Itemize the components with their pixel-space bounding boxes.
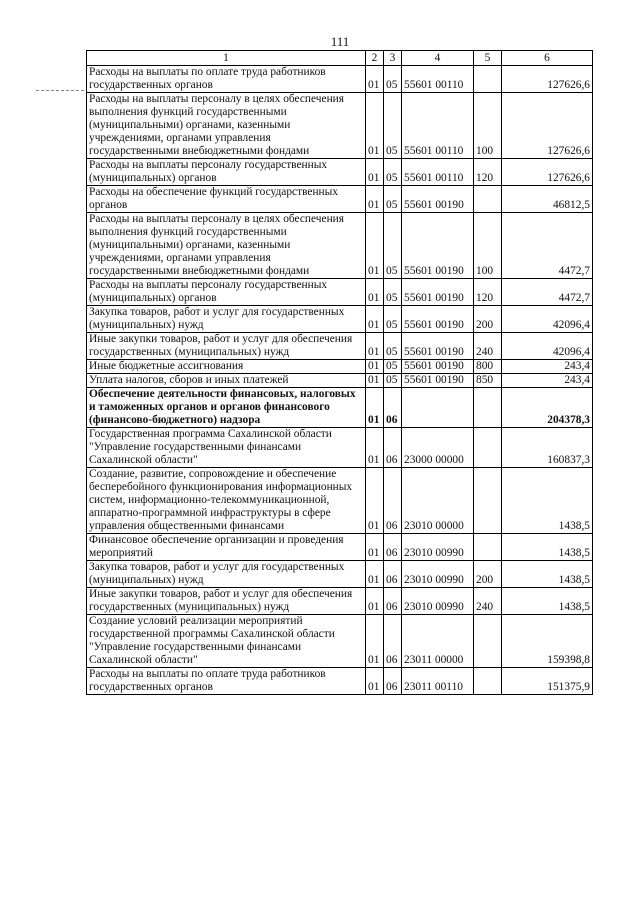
amount-cell: 4472,7 [502,213,593,279]
expense-name-cell: Закупка товаров, работ и услуг для государственных (муниципальных) нужд [87,561,366,588]
expense-type-cell: 100 [474,213,502,279]
expense-type-cell [474,668,502,695]
table-row [87,428,593,468]
table-row [87,186,593,213]
table-row [87,668,593,695]
expense-type-cell: 200 [474,306,502,333]
target-article-cell: 23000 00000 [402,428,474,468]
target-article-cell: 55601 00110 [402,159,474,186]
subsection-code-cell: 06 [384,428,402,468]
subsection-code-cell: 06 [384,534,402,561]
subsection-code-cell: 05 [384,279,402,306]
amount-cell: 204378,3 [502,388,593,428]
target-article-cell: 23010 00990 [402,534,474,561]
column-header: 6 [502,51,593,66]
section-code-cell: 01 [366,306,384,333]
table-row [87,388,593,428]
table-row [87,468,593,534]
expense-type-cell [474,615,502,668]
section-code-cell: 01 [366,159,384,186]
expense-type-cell [474,534,502,561]
column-header: 5 [474,51,502,66]
target-article-cell: 55601 00190 [402,279,474,306]
expense-name-cell: Расходы на выплаты персоналу в целях обеспечения выполнения функций государственными (муниципальными) органами, казенными учреждениями, органами управления государственными внебюджетными фондами [87,93,366,159]
expense-name-cell: Расходы на выплаты персоналу государственных (муниципальных) органов [87,279,366,306]
section-code-cell: 01 [366,360,384,374]
target-article-cell: 23010 00000 [402,468,474,534]
expense-type-cell: 240 [474,333,502,360]
section-code-cell: 01 [366,561,384,588]
subsection-code-cell: 05 [384,159,402,186]
expense-type-cell: 120 [474,279,502,306]
section-code-cell: 01 [366,374,384,388]
target-article-cell: 55601 00190 [402,213,474,279]
target-article-cell: 55601 00110 [402,66,474,93]
expense-name-cell: Расходы на выплаты персоналу в целях обеспечения выполнения функций государственными (муниципальными) органами, казенными учреждениями, органами управления государственными внебюджетными фондами [87,213,366,279]
table-row [87,615,593,668]
expense-name-cell: Уплата налогов, сборов и иных платежей [87,374,366,388]
amount-cell: 42096,4 [502,306,593,333]
amount-cell: 42096,4 [502,333,593,360]
expense-type-cell [474,66,502,93]
target-article-cell: 55601 00190 [402,306,474,333]
subsection-code-cell: 05 [384,213,402,279]
expense-name-cell: Создание, развитие, сопровождение и обеспечение бесперебойного функционирования информационных систем, информационно-телекоммуникационной, аппаратно-программной инфраструктуры в сфере управления общественными финансами [87,468,366,534]
subsection-code-cell: 05 [384,186,402,213]
expense-name-cell: Создание условий реализации мероприятий государственной программы Сахалинской области "Управление государственными финансами Сахалинской области" [87,615,366,668]
amount-cell: 160837,3 [502,428,593,468]
table-row [87,333,593,360]
section-code-cell: 01 [366,93,384,159]
table-row [87,213,593,279]
budget-table [86,50,593,695]
table-row [87,374,593,388]
subsection-code-cell: 05 [384,374,402,388]
table-row [87,588,593,615]
amount-cell: 1438,5 [502,588,593,615]
table-row [87,279,593,306]
subsection-code-cell: 06 [384,468,402,534]
column-header: 3 [384,51,402,66]
subsection-code-cell: 05 [384,93,402,159]
target-article-cell: 55601 00110 [402,93,474,159]
section-code-cell: 01 [366,333,384,360]
target-article-cell: 23010 00990 [402,588,474,615]
section-code-cell: 01 [366,66,384,93]
expense-type-cell: 240 [474,588,502,615]
expense-type-cell [474,468,502,534]
column-header: 1 [87,51,366,66]
amount-cell: 243,4 [502,374,593,388]
amount-cell: 127626,6 [502,66,593,93]
expense-type-cell [474,388,502,428]
section-code-cell: 01 [366,213,384,279]
table-row [87,159,593,186]
table-row [87,93,593,159]
expense-name-cell: Расходы на выплаты по оплате труда работников государственных органов [87,668,366,695]
table-header-row [87,51,593,66]
amount-cell: 46812,5 [502,186,593,213]
subsection-code-cell: 06 [384,388,402,428]
section-code-cell: 01 [366,388,384,428]
amount-cell: 243,4 [502,360,593,374]
section-code-cell: 01 [366,279,384,306]
expense-type-cell: 850 [474,374,502,388]
expense-name-cell: Обеспечение деятельности финансовых, налоговых и таможенных органов и органов финансового (финансово-бюджетного) надзора [87,388,366,428]
expense-name-cell: Закупка товаров, работ и услуг для государственных (муниципальных) нужд [87,306,366,333]
subsection-code-cell: 06 [384,588,402,615]
expense-name-cell: Финансовое обеспечение организации и проведения мероприятий [87,534,366,561]
expense-name-cell: Расходы на выплаты персоналу государственных (муниципальных) органов [87,159,366,186]
subsection-code-cell: 05 [384,66,402,93]
table-row [87,66,593,93]
table-row [87,360,593,374]
table-row [87,561,593,588]
column-header: 4 [402,51,474,66]
section-code-cell: 01 [366,186,384,213]
expense-type-cell: 100 [474,93,502,159]
target-article-cell: 55601 00190 [402,374,474,388]
subsection-code-cell: 06 [384,615,402,668]
column-header: 2 [366,51,384,66]
margin-mark [36,90,84,91]
expense-type-cell: 200 [474,561,502,588]
expense-name-cell: Расходы на обеспечение функций государственных органов [87,186,366,213]
amount-cell: 1438,5 [502,468,593,534]
amount-cell: 159398,8 [502,615,593,668]
expense-type-cell [474,186,502,213]
expense-name-cell: Иные бюджетные ассигнования [87,360,366,374]
section-code-cell: 01 [366,588,384,615]
target-article-cell: 55601 00190 [402,360,474,374]
expense-type-cell [474,428,502,468]
amount-cell: 127626,6 [502,93,593,159]
target-article-cell: 55601 00190 [402,186,474,213]
subsection-code-cell: 05 [384,360,402,374]
expense-type-cell: 800 [474,360,502,374]
section-code-cell: 01 [366,615,384,668]
amount-cell: 1438,5 [502,561,593,588]
target-article-cell: 55601 00190 [402,333,474,360]
section-code-cell: 01 [366,468,384,534]
amount-cell: 1438,5 [502,534,593,561]
subsection-code-cell: 05 [384,306,402,333]
subsection-code-cell: 05 [384,333,402,360]
target-article-cell [402,388,474,428]
amount-cell: 151375,9 [502,668,593,695]
section-code-cell: 01 [366,668,384,695]
section-code-cell: 01 [366,534,384,561]
section-code-cell: 01 [366,428,384,468]
table-row [87,534,593,561]
subsection-code-cell: 06 [384,668,402,695]
target-article-cell: 23010 00990 [402,561,474,588]
amount-cell: 127626,6 [502,159,593,186]
expense-name-cell: Государственная программа Сахалинской области "Управление государственными финансами Сахалинской области" [87,428,366,468]
target-article-cell: 23011 00110 [402,668,474,695]
target-article-cell: 23011 00000 [402,615,474,668]
page-number: 111 [330,34,350,49]
amount-cell: 4472,7 [502,279,593,306]
expense-type-cell: 120 [474,159,502,186]
expense-name-cell: Иные закупки товаров, работ и услуг для обеспечения государственных (муниципальных) нужд [87,333,366,360]
expense-name-cell: Иные закупки товаров, работ и услуг для обеспечения государственных (муниципальных) нужд [87,588,366,615]
table-row [87,306,593,333]
subsection-code-cell: 06 [384,561,402,588]
expense-name-cell: Расходы на выплаты по оплате труда работников государственных органов [87,66,366,93]
